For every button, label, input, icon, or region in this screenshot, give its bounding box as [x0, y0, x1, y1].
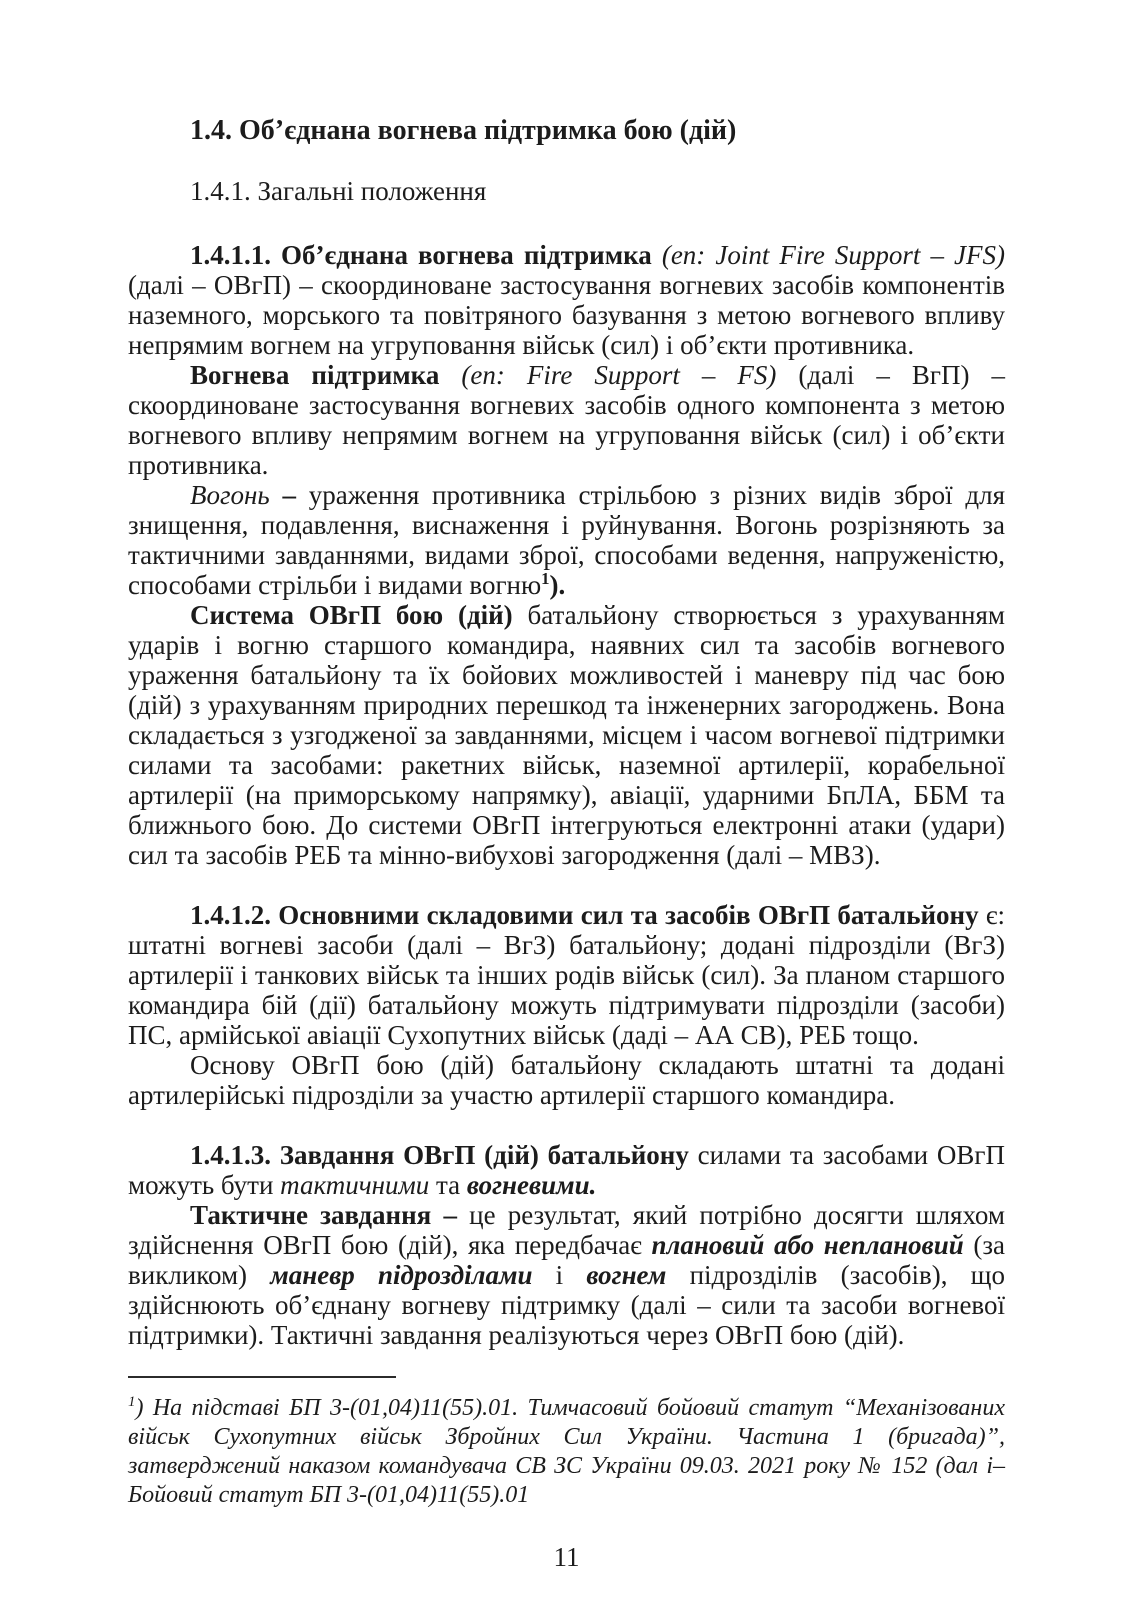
text-run: Вогнева підтримка: [190, 360, 462, 390]
text-run: ураження противника стрільбою з різних видів зброї для знищення, подавлення, виснаження і руйнування. Вогонь розрізняють за тактичними завданнями, видами зброї, способами ведення, напруженістю, способами стрільби і видами вогню: [128, 480, 1005, 600]
document-body: [128, 240, 1005, 1350]
text-run: маневр підрозділами: [270, 1260, 533, 1290]
paragraph: [128, 900, 1005, 1050]
subsection-heading: 1.4.1. Загальні положення: [190, 176, 487, 206]
text-run: (далі – ВгП) – скоординоване застосування вогневих засобів одного компонента з метою вогневого впливу непрямим вогнем на угруповання військ (сил) і об’єкти противника.: [128, 360, 1005, 480]
text-run: Вогонь: [190, 480, 283, 510]
text-run: батальйону створюється з урахуванням ударів і вогню старшого командира, наявних сил та засобів вогневого ураження батальйону та їх бойових можливостей і маневру під час бою (дій) з урахуванням природних перешкод та інженерних загороджень. Вона складається з узгодженої за завданнями, місцем і часом вогневої підтримки силами та засобами: ракетних військ, наземної артилерії, корабельної артилерії (на приморському напрямку), авіації, ударними БпЛА, ББМ та ближнього бою. До системи ОВгП інтегруються електронні атаки (удари) сил та засобів РЕБ та мінно-вибухові загородження (далі – МВЗ).: [128, 600, 1005, 870]
text-run: 1.4.1.1. Об’єднана вогнева підтримка: [190, 240, 662, 270]
paragraph: [128, 1200, 1005, 1350]
text-run: тактичними: [280, 1170, 430, 1200]
text-run: силами та засобами ОВгП можуть бути: [128, 1140, 1005, 1200]
text-run: та: [429, 1170, 467, 1200]
paragraph: [128, 240, 1005, 360]
text-run: 1: [541, 569, 550, 588]
text-run: є: штатні вогневі засоби (далі – ВгЗ) батальйону; додані підрозділи (ВгЗ) артилерії і танкових військ та інших родів військ (сил). За планом старшого командира бій (дії) батальйону можуть підтримувати підрозділи (засоби) ПС, армійської авіації Сухопутних військ (даді – АА СВ), РЕБ тощо.: [128, 900, 1005, 1050]
text-run: ): [135, 1395, 153, 1421]
page-number: 11: [553, 1542, 580, 1572]
footnote-paragraph: [128, 1394, 1005, 1510]
text-run: Тактичне завдання –: [190, 1200, 470, 1230]
paragraph: [128, 360, 1005, 480]
text-run: вогневими.: [466, 1170, 597, 1200]
paragraph: [128, 1140, 1005, 1200]
section-heading: 1.4. Об’єднана вогнева підтримка бою (дій): [190, 115, 737, 146]
text-run: вогнем: [586, 1260, 667, 1290]
text-run: це результат, який потрібно досягти шляхом здійснення ОВгП бою (дій), яка передбачає: [128, 1200, 1006, 1260]
paragraph: [128, 600, 1005, 870]
text-run: підрозділів (засобів), що здійснюють об’єднану вогневу підтримку (далі – сили та засоби вогневої підтримки). Тактичні завдання реалізуються через ОВгП бою (дій).: [128, 1260, 1005, 1350]
paragraph: [128, 1050, 1005, 1110]
text-run: Основу ОВгП бою (дій) батальйону складають штатні та додані артилерійські підрозділи за участю артилерії старшого командира.: [128, 1050, 1005, 1110]
text-run: плановий або неплановий: [651, 1230, 964, 1260]
text-run: (за викликом): [128, 1230, 1005, 1290]
footnote-separator: [128, 1376, 396, 1378]
text-run: 1.4.1.3. Завдання ОВгП (дій) батальйону: [190, 1140, 698, 1170]
text-run: 1: [128, 1394, 136, 1410]
text-run: (en: Joint Fire Support – JFS): [661, 240, 1005, 270]
text-run: ).: [549, 570, 566, 600]
text-run: (en: Fire Support – FS): [461, 360, 777, 390]
text-run: Система ОВгП бою (дій): [190, 600, 528, 630]
text-run: (далі – ОВгП) – скоординоване застосування вогневих засобів компонентів наземного, морського та повітряного базування з метою вогневого впливу непрямим вогнем на угруповання військ (сил) і об’єкти противника.: [128, 270, 1005, 360]
text-run: 1.4.1.2. Основними складовими сил та засобів ОВгП батальйону: [190, 900, 986, 930]
paragraph: [128, 480, 1005, 600]
footnote: [128, 1394, 1005, 1510]
text-run: і: [532, 1260, 587, 1290]
text-run: –: [282, 480, 309, 510]
text-run: На підставі БП 3-(01,04)11(55).01. Тимчасовий бойовий статут “Механізованих військ Сухопутних військ Збройних Сил України. Частина 1 (бригада)”, затверджений наказом командувача СВ ЗС України 09.03. 2021 року № 152 (дал і– Бойовий статут БП 3-(01,04)11(55).01: [128, 1395, 1005, 1508]
